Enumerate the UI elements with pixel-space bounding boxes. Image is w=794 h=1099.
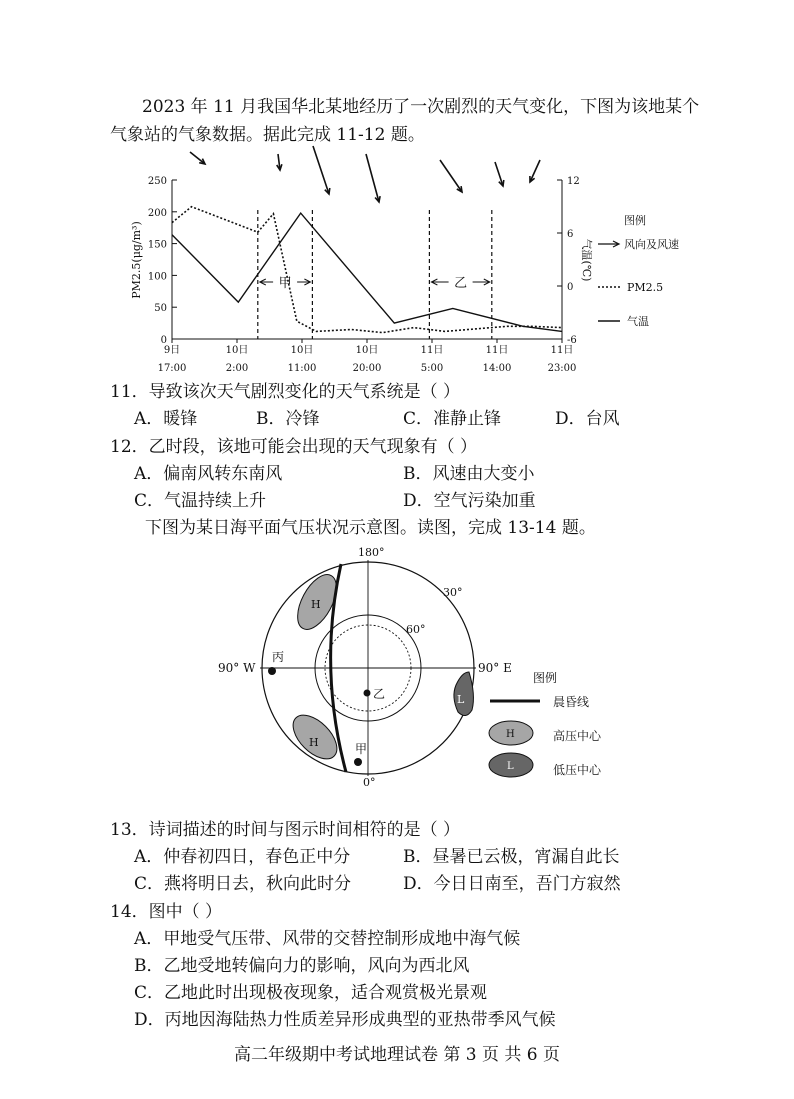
legend-high: 高压中心 bbox=[553, 729, 602, 743]
x-tick-day: 9日 bbox=[163, 345, 181, 356]
weather-chart bbox=[0, 140, 794, 380]
left-tick-label: 100 bbox=[147, 271, 167, 283]
low-label-east: L bbox=[457, 693, 465, 706]
q13-option-a[interactable]: A．仲春初四日，春色正中分 bbox=[134, 847, 351, 867]
intro-2: 下图为某日海平面气压状况示意图。读图，完成 13-14 题。 bbox=[145, 518, 596, 538]
q12-option-c[interactable]: C．气温持续上升 bbox=[134, 491, 267, 511]
right-tick-label: 0 bbox=[567, 282, 574, 293]
x-tick-time: 14:00 bbox=[482, 363, 512, 374]
period-markers bbox=[258, 210, 492, 339]
x-tick-day: 10日 bbox=[225, 345, 249, 356]
q11-option-c[interactable]: C．准静止锋 bbox=[403, 409, 502, 429]
label-0: 0° bbox=[363, 776, 376, 789]
left-tick-label: 0 bbox=[160, 335, 167, 346]
period-label: 乙 bbox=[454, 276, 468, 291]
wind-arrows bbox=[190, 146, 540, 202]
x-tick-time: 2:00 bbox=[225, 363, 249, 374]
x-tick-time: 20:00 bbox=[352, 363, 382, 374]
left-ticks bbox=[148, 176, 177, 346]
chart-legend-title: 图例 bbox=[624, 214, 646, 227]
q13-option-c[interactable]: C．燕将明日去，秋向此时分 bbox=[134, 874, 352, 894]
pressure-map bbox=[0, 540, 794, 790]
point-jia-label: 甲 bbox=[355, 742, 368, 756]
map-legend-title: 图例 bbox=[533, 671, 558, 685]
label-30: 30° bbox=[443, 586, 463, 599]
legend-high-letter: H bbox=[506, 729, 515, 740]
label-90w: 90° W bbox=[218, 661, 256, 675]
pm25-line bbox=[172, 207, 562, 333]
q11-stem: 11．导致该次天气剧烈变化的天气系统是（ ） bbox=[110, 382, 461, 402]
x-tick-day: 11日 bbox=[420, 345, 444, 356]
q11-option-b[interactable]: B．冷锋 bbox=[256, 409, 320, 429]
wind-arrow bbox=[190, 152, 205, 164]
left-tick-label: 250 bbox=[147, 176, 167, 187]
q14-option-b[interactable]: B．乙地受地转偏向力的影响，风向为西北风 bbox=[134, 956, 470, 976]
x-ticks bbox=[158, 339, 577, 374]
x-tick-day: 10日 bbox=[290, 345, 314, 356]
left-tick-label: 200 bbox=[147, 207, 167, 219]
period-label: 甲 bbox=[278, 276, 292, 291]
label-60: 60° bbox=[406, 623, 426, 636]
right-tick-label: 12 bbox=[567, 176, 580, 187]
temperature-line bbox=[172, 213, 562, 331]
q14-option-c[interactable]: C．乙地此时出现极夜现象，适合观赏极光景观 bbox=[134, 983, 488, 1003]
wind-arrow bbox=[313, 146, 329, 194]
q13-option-b[interactable]: B．昼暑已云极，宵漏自此长 bbox=[403, 847, 620, 867]
q14-option-a[interactable]: A．甲地受气压带、风带的交替控制形成地中海气候 bbox=[134, 929, 521, 949]
label-90e: 90° E bbox=[478, 661, 512, 675]
right-ticks bbox=[557, 176, 580, 346]
q12-option-d[interactable]: D．空气污染加重 bbox=[403, 491, 536, 511]
q13-option-d[interactable]: D．今日日南至，吾门方寂然 bbox=[403, 874, 621, 894]
x-tick-time: 11:00 bbox=[287, 363, 317, 374]
high-label-south: H bbox=[309, 736, 319, 749]
point-yi-label: 乙 bbox=[373, 687, 386, 701]
q12-stem: 12．乙时段，该地可能会出现的天气现象有（ ） bbox=[110, 437, 478, 457]
right-tick-label: 6 bbox=[567, 229, 574, 240]
q14-stem: 14．图中（ ） bbox=[110, 902, 223, 922]
legend-low: 低压中心 bbox=[553, 763, 602, 777]
q11-option-a[interactable]: A．暖锋 bbox=[134, 409, 198, 429]
intro-line-1: 2023 年 11 月我国华北某地经历了一次剧烈的天气变化，下图为该地某个 bbox=[142, 97, 700, 117]
point-yi bbox=[364, 690, 371, 697]
right-axis-label: 气温(℃) bbox=[580, 238, 593, 282]
point-bing bbox=[268, 667, 276, 675]
left-axis-label: PM2.5(μg/m³) bbox=[130, 221, 143, 299]
q11-option-d[interactable]: D．台风 bbox=[555, 409, 620, 429]
left-tick-label: 50 bbox=[154, 303, 167, 315]
point-jia bbox=[354, 758, 362, 766]
x-tick-time: 17:00 bbox=[157, 363, 187, 374]
legend-low-letter: L bbox=[507, 761, 514, 772]
label-180: 180° bbox=[358, 546, 385, 559]
high-label-north: H bbox=[311, 598, 321, 611]
q14-option-d[interactable]: D．丙地因海陆热力性质差异形成典型的亚热带季风气候 bbox=[134, 1010, 556, 1030]
intro-line-2: 气象站的气象数据。据此完成 11-12 题。 bbox=[110, 125, 425, 145]
legend-terminator: 晨昏线 bbox=[553, 695, 590, 709]
wind-arrow bbox=[440, 160, 462, 192]
x-tick-day: 11日 bbox=[550, 345, 574, 356]
left-tick-label: 150 bbox=[147, 239, 167, 251]
x-tick-day: 10日 bbox=[355, 345, 379, 356]
x-tick-time: 23:00 bbox=[547, 363, 577, 374]
q12-option-b[interactable]: B．风速由大变小 bbox=[403, 464, 535, 484]
page-footer: 高二年级期中考试地理试卷 第 3 页 共 6 页 bbox=[233, 1045, 561, 1065]
series-lines bbox=[172, 207, 562, 333]
x-tick-day: 11日 bbox=[485, 345, 509, 356]
wind-arrow bbox=[366, 154, 379, 202]
q12-option-a[interactable]: A．偏南风转东南风 bbox=[134, 464, 283, 484]
x-tick-time: 5:00 bbox=[420, 363, 444, 374]
point-bing-label: 丙 bbox=[272, 650, 285, 664]
right-tick-label: -6 bbox=[567, 335, 577, 346]
legend-temp: 气温 bbox=[627, 315, 649, 328]
q13-stem: 13．诗词描述的时间与图示时间相符的是（ ） bbox=[110, 820, 461, 840]
legend-wind: 风向及风速 bbox=[624, 238, 679, 251]
legend-pm25: PM2.5 bbox=[627, 281, 664, 294]
